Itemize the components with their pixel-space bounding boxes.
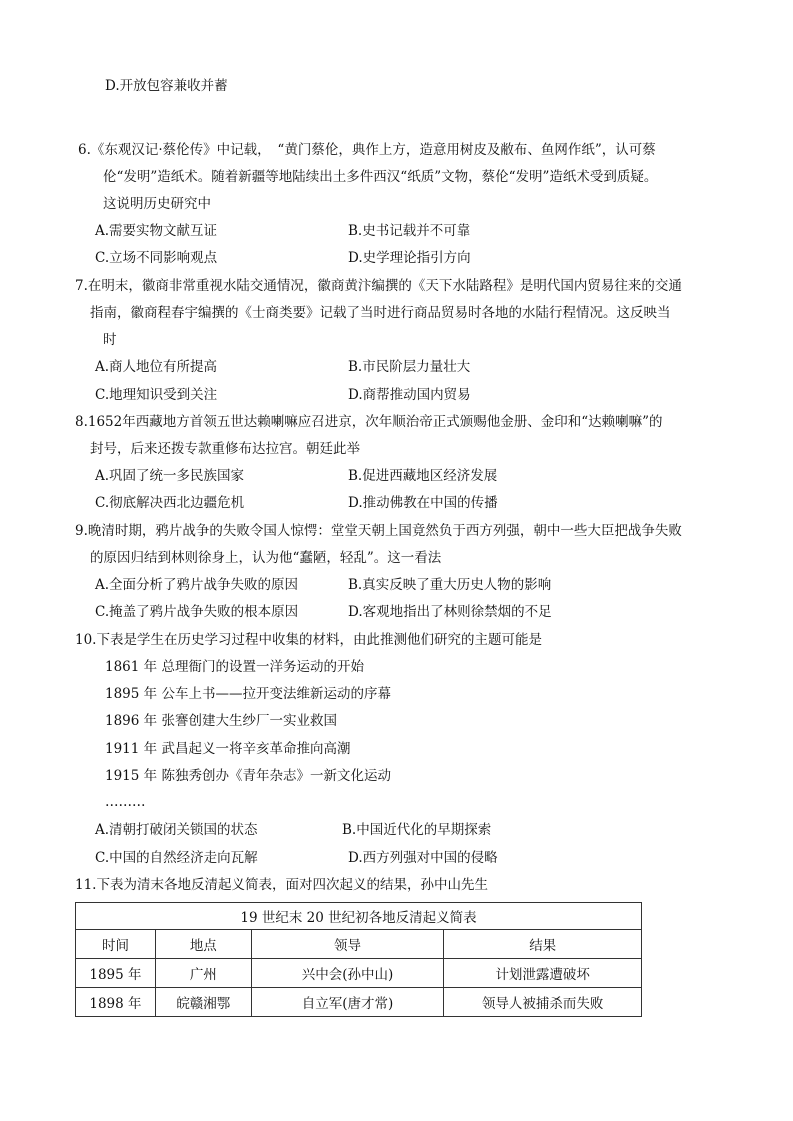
- q10-item-1896: 1896 年 张謇创建大生纱厂一实业救国: [105, 713, 337, 729]
- q10-option-d: D.西方列强对中国的侵略: [348, 850, 498, 866]
- q10-item-1895: 1895 年 公车上书——拉开变法维新运动的序幕: [105, 686, 391, 702]
- q7-option-d: D.商帮推动国内贸易: [348, 387, 471, 403]
- q10-item-1861: 1861 年 总理衙门的设置一洋务运动的开始: [105, 659, 364, 675]
- q10-stem-line1: 10.下表是学生在历史学习过程中收集的材料，由此推测他们研究的主题可能是: [75, 632, 542, 648]
- q7-option-c: C.地理知识受到关注: [95, 387, 218, 403]
- q8-option-d: D.推动佛教在中国的传播: [348, 495, 498, 511]
- q9-option-d: D.客观地指出了林则徐禁烟的不足: [348, 604, 552, 620]
- cell-time: 1895 年: [76, 959, 156, 988]
- q7-option-b: B.市民阶层力量壮大: [348, 359, 471, 375]
- q9-stem-line1: 9.晚清时期，鸦片战争的失败令国人惊愕：堂堂天朝上国竟然负于西方列强，朝中一些大臣把战争失败: [75, 523, 682, 539]
- q10-item-1911: 1911 年 武昌起义一将辛亥革命推向高潮: [105, 741, 351, 757]
- q7-stem-line1: 7.在明末，徽商非常重视水陆交通情况，徽商黄汴编撰的《天下水陆路程》是明代国内贸易往来的交通: [75, 278, 682, 294]
- cell-place: 广州: [155, 959, 251, 988]
- cell-leader: 自立军(唐才常): [251, 988, 444, 1017]
- uprising-table: [75, 902, 642, 1017]
- cell-leader: 兴中会(孙中山): [251, 959, 444, 988]
- q9-option-a: A.全面分析了鸦片战争失败的原因: [95, 577, 299, 593]
- table-caption-row: [76, 903, 642, 930]
- q10-option-c: C.中国的自然经济走向瓦解: [95, 850, 258, 866]
- q6-stem-line3: 这说明历史研究中: [103, 196, 211, 212]
- q6-stem-line1: 6.《东观汉记·蔡伦传》中记载， “黄门蔡伦，典作上方，造意用树皮及敝布、鱼网作纸”，认可蔡: [78, 142, 656, 158]
- q8-option-b: B.促进西藏地区经济发展: [348, 468, 498, 484]
- q8-option-c: C.彻底解决西北边疆危机: [95, 495, 245, 511]
- q10-item-1915: 1915 年 陈独秀创办《青年杂志》一新文化运动: [105, 768, 391, 784]
- q8-option-a: A.巩固了统一多民族国家: [95, 468, 245, 484]
- q6-option-b: B.史书记载并不可靠: [348, 223, 471, 239]
- q7-stem-line3: 时: [103, 332, 117, 348]
- q6-option-d: D.史学理论指引方向: [348, 250, 471, 266]
- q5-option-d: D.开放包容兼收并蓄: [105, 78, 228, 94]
- cell-result: 领导人被捕杀而失败: [444, 988, 642, 1017]
- header-time: 时间: [76, 930, 156, 959]
- table-header-row: [76, 930, 642, 959]
- q6-option-c: C.立场不同影响观点: [95, 250, 218, 266]
- header-result: 结果: [444, 930, 642, 959]
- header-leader: 领导: [251, 930, 444, 959]
- q6-option-a: A.需要实物文献互证: [95, 223, 218, 239]
- cell-place: 皖赣湘鄂: [155, 988, 251, 1017]
- cell-time: 1898 年: [76, 988, 156, 1017]
- q11-stem-line1: 11.下表为清末各地反清起义简表，面对四次起义的结果，孙中山先生: [75, 877, 488, 893]
- q10-option-b: B.中国近代化的早期探索: [342, 822, 492, 838]
- q8-stem-line1: 8.1652年西藏地方首领五世达赖喇嘛应召进京，次年顺治帝正式颁赐他金册、金印和“达赖喇嘛”的: [75, 414, 663, 430]
- table-row: [76, 988, 642, 1017]
- q10-option-a: A.清朝打破闭关锁国的状态: [95, 822, 258, 838]
- q9-option-c: C.掩盖了鸦片战争失败的根本原因: [95, 604, 299, 620]
- q9-stem-line2: 的原因归结到林则徐身上，认为他“蠢陋，轻乱”。这一看法: [90, 550, 442, 566]
- cell-result: 计划泄露遭破坏: [444, 959, 642, 988]
- table-row: [76, 959, 642, 988]
- q8-stem-line2: 封号，后来还拨专款重修布达拉宫。朝廷此举: [90, 441, 360, 457]
- q7-option-a: A.商人地位有所提高: [95, 359, 218, 375]
- header-place: 地点: [155, 930, 251, 959]
- q6-stem-line2: 伦“发明”造纸术。随着新疆等地陆续出土多件西汉“纸质”文物，蔡伦“发明”造纸术受到质疑。: [103, 169, 658, 185]
- q9-option-b: B.真实反映了重大历史人物的影响: [348, 577, 552, 593]
- q10-item-ellipsis: ………: [105, 794, 146, 810]
- table-caption: 19 世纪末 20 世纪初各地反清起义简表: [76, 903, 642, 930]
- q7-stem-line2: 指南，徽商程春宇编撰的《士商类要》记载了当时进行商品贸易时各地的水陆行程情况。这反映当: [90, 305, 671, 321]
